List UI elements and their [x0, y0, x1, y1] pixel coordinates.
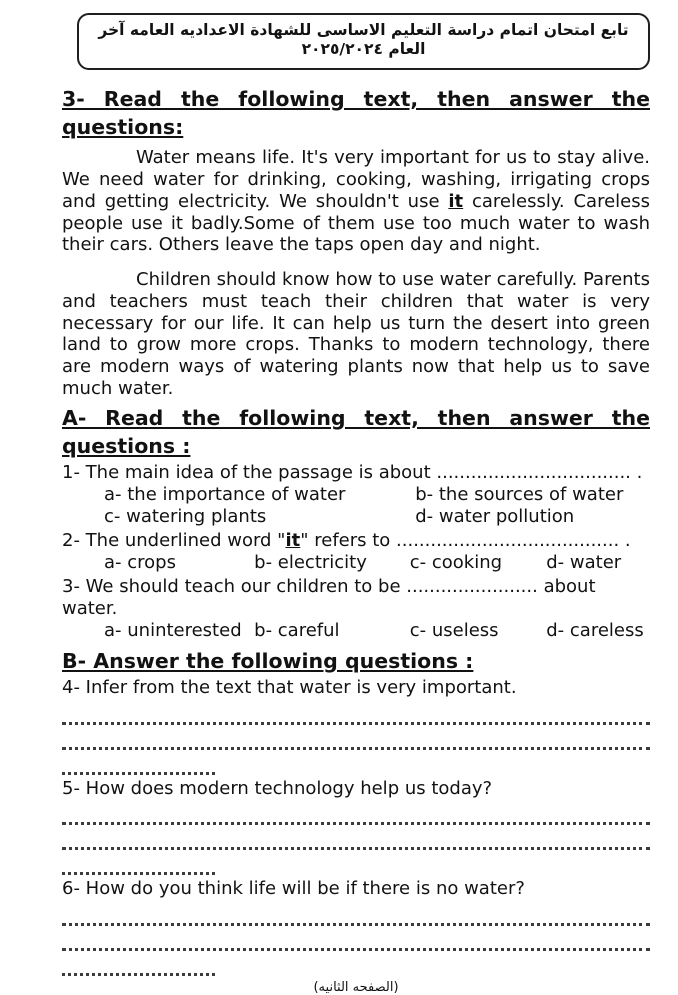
- answer-lines-q4: [62, 703, 650, 775]
- sectionA-heading-line2: questions :: [62, 434, 191, 459]
- question-3-option-c: c- useless: [409, 619, 499, 641]
- question-3-option-b: b- careful: [254, 619, 340, 641]
- question-2-after: " refers to ....................................... .: [300, 530, 631, 552]
- answer-dotted-line: [62, 929, 650, 951]
- passage-p1-after: carelessly. Careless people use it badly.Some of them use too much water to wash their cars. Others leave the taps open day and night.: [62, 190, 650, 256]
- section3-heading: [62, 85, 650, 142]
- sectionA-heading-line1: A- Read the following text, then answer the: [62, 405, 650, 430]
- answer-dotted-line-short: [62, 853, 215, 875]
- section3-heading-line1: 3- Read the following text, then answer the: [62, 86, 650, 111]
- question-6: 6- How do you think life will be if there is no water?: [62, 878, 525, 900]
- question-2-option-d: d- water: [546, 552, 622, 574]
- question-1-options: [62, 484, 650, 528]
- answer-dotted-line-short: [62, 954, 215, 976]
- exam-header-box: [77, 13, 650, 70]
- answer-lines-q6: [62, 904, 650, 976]
- question-3-options: [62, 620, 650, 642]
- sectionA-heading: [62, 404, 650, 461]
- question-1: 1- The main idea of the passage is about .................................. .: [62, 462, 643, 484]
- exam-header-title: تابع امتحان اتمام دراسة التعليم الاساسى للشهادة الاعداديه العامه آخر العام ٢٠٢٥/٢٠٢٤: [98, 21, 629, 59]
- sectionB-heading: B- Answer the following questions :: [62, 648, 474, 673]
- section3-heading-line2: questions:: [62, 115, 184, 140]
- question-3-option-a: a- uninterested: [104, 619, 242, 641]
- question-2-option-b: b- electricity: [254, 552, 367, 574]
- question-1-option-c: c- watering plants: [104, 506, 267, 528]
- question-2: [62, 530, 650, 552]
- question-1-option-b: b- the sources of water: [415, 484, 624, 506]
- answer-dotted-line: [62, 703, 650, 725]
- answer-lines-q5: [62, 803, 650, 875]
- question-4: 4- Infer from the text that water is very important.: [62, 676, 517, 698]
- answer-dotted-line-short: [62, 753, 215, 775]
- question-1-option-a: a- the importance of water: [104, 484, 346, 506]
- question-5: 5- How does modern technology help us today?: [62, 777, 493, 799]
- answer-dotted-line: [62, 904, 650, 926]
- question-2-options: [62, 552, 650, 574]
- question-2-underlined-it: it: [285, 530, 301, 552]
- answer-dotted-line: [62, 728, 650, 750]
- passage-p1-underlined-it: it: [448, 190, 464, 212]
- question-1-option-d: d- water pollution: [415, 506, 575, 528]
- answer-dotted-line: [62, 803, 650, 825]
- answer-dotted-line: [62, 828, 650, 850]
- question-2-before: 2- The underlined word ": [62, 530, 286, 552]
- question-3-option-d: d- careless: [546, 619, 644, 641]
- passage-paragraph-1: [62, 147, 650, 256]
- question-2-option-a: a- crops: [104, 552, 176, 574]
- passage-paragraph-2: Children should know how to use water carefully. Parents and teachers must teach their children that water is very necessary for our life. It can help us turn the desert into green land to grow more crops. Thanks to modern technology, there are modern ways of watering plants now that help us to save much water.: [62, 269, 650, 399]
- passage-p1-before: Water means life. It's very important for us to stay alive. We need water for drinking, cooking, washing, irrigating crops and getting electricity. We shouldn't use: [62, 147, 650, 212]
- question-3: 3- We should teach our children to be ....................... about water.: [62, 576, 596, 620]
- question-2-option-c: c- cooking: [409, 552, 503, 574]
- page-footer: (الصفحه الثانيه): [313, 980, 399, 995]
